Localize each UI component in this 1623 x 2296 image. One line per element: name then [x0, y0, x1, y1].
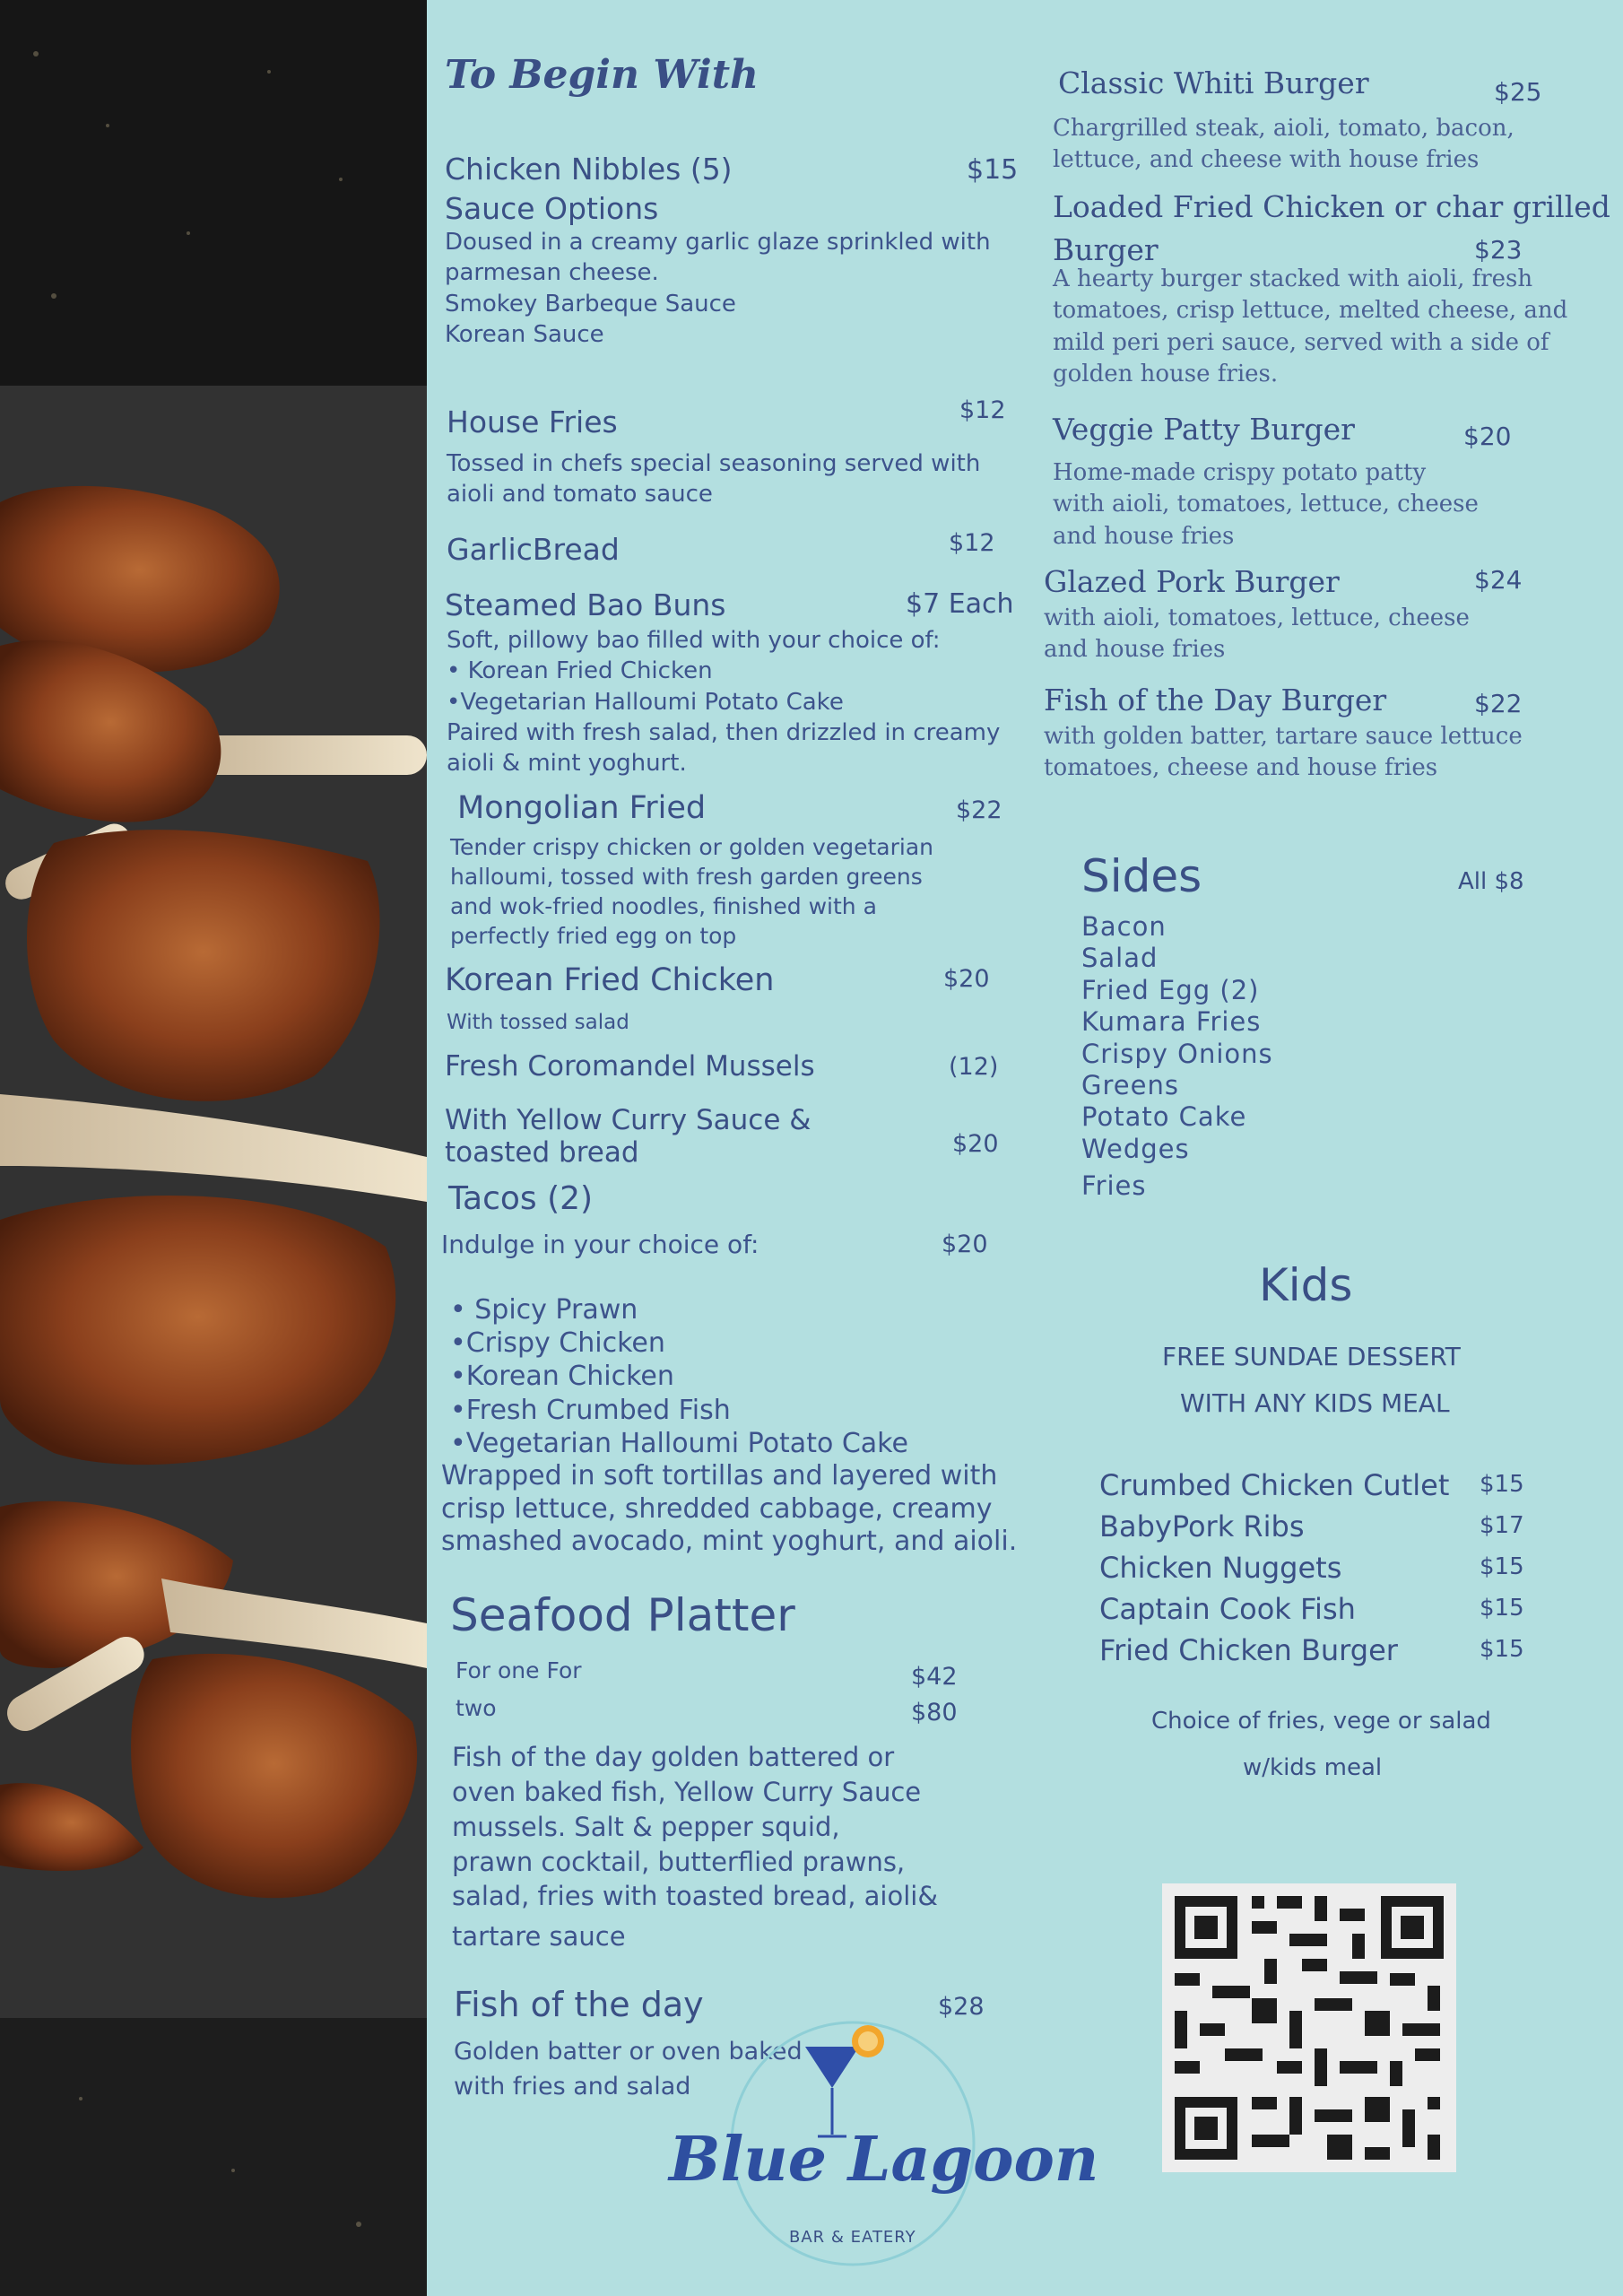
qr-code-icon — [1162, 1883, 1456, 2172]
item-price-classic-whiti-burger: $25 — [1494, 77, 1542, 107]
section-title-to-begin-with: To Begin With — [445, 52, 759, 98]
section-title-sides: Sides — [1081, 850, 1202, 902]
item-desc-fish-of-the-day-burger: with golden batter, tartare sauce lettuce tomatoes, cheese and house fries — [1044, 723, 1523, 782]
item-name-garlic-bread: GarlicBread — [447, 532, 620, 567]
item-price-platter-one: $42 — [911, 1663, 958, 1691]
list-item: Greens — [1081, 1069, 1179, 1100]
item-price-mongolian-fried: $22 — [956, 796, 1002, 824]
item-name-classic-whiti-burger: Classic Whiti Burger — [1058, 65, 1369, 100]
qr-code[interactable] — [1162, 1883, 1456, 2172]
item-subtitle-sauce-options: Sauce Options — [445, 191, 659, 226]
list-item: Salad — [1081, 943, 1159, 974]
lamb-cutlets-photo — [0, 0, 427, 2296]
item-price-glazed-pork-burger: $24 — [1474, 565, 1523, 595]
sides-list — [1081, 911, 1273, 1202]
item-desc-loaded-burger: A hearty burger stacked with aioli, fresh tomatoes, crisp lettuce, melted cheese, and mild peri peri sauce, served with a side of golden house fries. — [1053, 265, 1568, 388]
list-item: BabyPork Ribs $17 — [1099, 1509, 1524, 1544]
item-name-fish-of-the-day: Fish of the day — [454, 1985, 704, 2024]
item-name-loaded-fried-chicken-burger: Loaded Fried Chicken or char grilled — [1053, 189, 1610, 224]
item-name-glazed-pork-burger: Glazed Pork Burger — [1044, 564, 1340, 599]
list-item: Crispy Onions — [1081, 1038, 1273, 1069]
menu-panel — [427, 0, 1623, 2296]
item-qty-coromandel-mussels: (12) — [949, 1053, 999, 1081]
list-item: Potato Cake — [1081, 1101, 1247, 1133]
item-desc-bao-buns: Soft, pillowy bao filled with your choice of: • Korean Fried Chicken •Vegetarian Halloumi Potato Cake Paired with fresh salad, then drizzled in creamy aioli & mint yoghurt. — [447, 627, 1001, 778]
item-desc-veggie-patty-burger: Home-made crispy potato patty with aioli, tomatoes, lettuce, cheese and house fries — [1053, 459, 1479, 550]
item-desc-mussels-line1: With Yellow Curry Sauce & — [445, 1104, 812, 1136]
item-name-tacos: Tacos (2) — [448, 1180, 594, 1217]
item-name-chicken-nibbles: Chicken Nibbles (5) — [445, 152, 733, 187]
item-price-bao-buns: $7 Each — [906, 588, 1014, 620]
item-desc-classic-whiti-burger: Chargrilled steak, aioli, tomato, bacon, lettuce, and cheese with house fries — [1053, 115, 1515, 174]
item-price-veggie-patty-burger: $20 — [1463, 422, 1512, 451]
item-price-fish-of-the-day-burger: $22 — [1474, 689, 1523, 718]
item-name-korean-fried-chicken: Korean Fried Chicken — [445, 962, 775, 998]
item-name-fish-of-the-day-burger: Fish of the Day Burger — [1044, 683, 1387, 718]
item-desc-fish-of-the-day: Golden batter or oven baked with fries and salad — [454, 2038, 803, 2101]
item-price-tacos: $20 — [942, 1231, 988, 1258]
item-intro-tacos: Indulge in your choice of: — [441, 1230, 759, 1259]
item-note-korean-fried-chicken: With tossed salad — [447, 1011, 629, 1034]
brand-name: Blue Lagoon — [669, 2124, 1099, 2196]
kids-promo-line1: FREE SUNDAE DESSERT — [1162, 1342, 1461, 1371]
item-option-platter-2: two — [456, 1695, 497, 1721]
item-price-garlic-bread: $12 — [949, 529, 995, 557]
item-price-chicken-nibbles: $15 — [967, 154, 1019, 186]
list-item: Fried Chicken Burger $15 — [1099, 1633, 1524, 1667]
item-price-platter-two: $80 — [911, 1699, 958, 1726]
item-price-fish-of-the-day: $28 — [938, 1993, 985, 2021]
kids-menu-list — [1099, 1467, 1601, 1674]
item-price-loaded-burger: $23 — [1474, 235, 1523, 265]
item-name-mongolian-fried: Mongolian Fried — [457, 790, 707, 826]
item-name-coromandel-mussels: Fresh Coromandel Mussels — [445, 1050, 815, 1083]
item-price-house-fries: $12 — [959, 396, 1006, 424]
item-desc-mussels-line2: toasted bread — [445, 1136, 639, 1169]
item-desc-tacos: Wrapped in soft tortillas and layered with crisp lettuce, shredded cabbage, creamy smashed avocado, mint yoghurt, and aioli. — [441, 1460, 1018, 1558]
list-item: Fried Egg (2) — [1081, 974, 1260, 1005]
item-desc-glazed-pork-burger: with aioli, tomatoes, lettuce, cheese and house fries — [1044, 604, 1470, 664]
sides-price: All $8 — [1458, 868, 1524, 895]
item-name-house-fries: House Fries — [447, 404, 618, 439]
kids-note-line1: Choice of fries, vege or salad — [1151, 1708, 1491, 1735]
list-item: Captain Cook Fish $15 — [1099, 1592, 1524, 1626]
item-name-veggie-patty-burger: Veggie Patty Burger — [1053, 412, 1355, 447]
list-item: Kumara Fries — [1081, 1006, 1262, 1038]
item-name-bao-buns: Steamed Bao Buns — [445, 587, 726, 622]
item-option-platter-1: For one For — [456, 1657, 582, 1683]
list-item: Fries — [1081, 1170, 1147, 1201]
item-desc-house-fries: Tossed in chefs special seasoning served with aioli and tomato sauce — [447, 450, 981, 509]
kids-note-line2: w/kids meal — [1243, 1754, 1383, 1781]
item-name-seafood-platter: Seafood Platter — [450, 1589, 795, 1641]
item-desc-mongolian-fried: Tender crispy chicken or golden vegetarian halloumi, tossed with fresh garden greens and wok-fried noodles, finished with a perfectly fried egg on top — [450, 834, 933, 949]
kids-promo-line2: WITH ANY KIDS MEAL — [1180, 1388, 1450, 1418]
list-item: Crumbed Chicken Cutlet $15 — [1099, 1468, 1524, 1502]
item-desc-chicken-nibbles: Doused in a creamy garlic glaze sprinkled with parmesan cheese. Smokey Barbeque Sauce Korean Sauce — [445, 229, 991, 348]
item-price-korean-fried-chicken: $20 — [943, 965, 990, 993]
list-item: Chicken Nuggets $15 — [1099, 1551, 1524, 1585]
section-title-kids: Kids — [1259, 1259, 1353, 1311]
lamb-cutlets-illustration — [0, 0, 427, 2296]
list-item: Wedges — [1081, 1133, 1190, 1164]
brand-tagline: BAR & EATERY — [789, 2228, 916, 2247]
item-options-tacos: • Spicy Prawn •Crispy Chicken •Korean Chicken •Fresh Crumbed Fish •Vegetarian Halloumi Potato Cake — [450, 1294, 908, 1459]
item-desc-seafood-platter: Fish of the day golden battered or oven baked fish, Yellow Curry Sauce mussels. Salt & pepper squid, prawn cocktail, butterflied prawns, salad, fries with toasted bread, aioli& tartare sauce — [452, 1742, 938, 1952]
item-price-coromandel-mussels: $20 — [952, 1130, 999, 1158]
list-item: Bacon — [1081, 911, 1167, 942]
item-name-loaded-burger-line2: Burger — [1053, 232, 1159, 267]
